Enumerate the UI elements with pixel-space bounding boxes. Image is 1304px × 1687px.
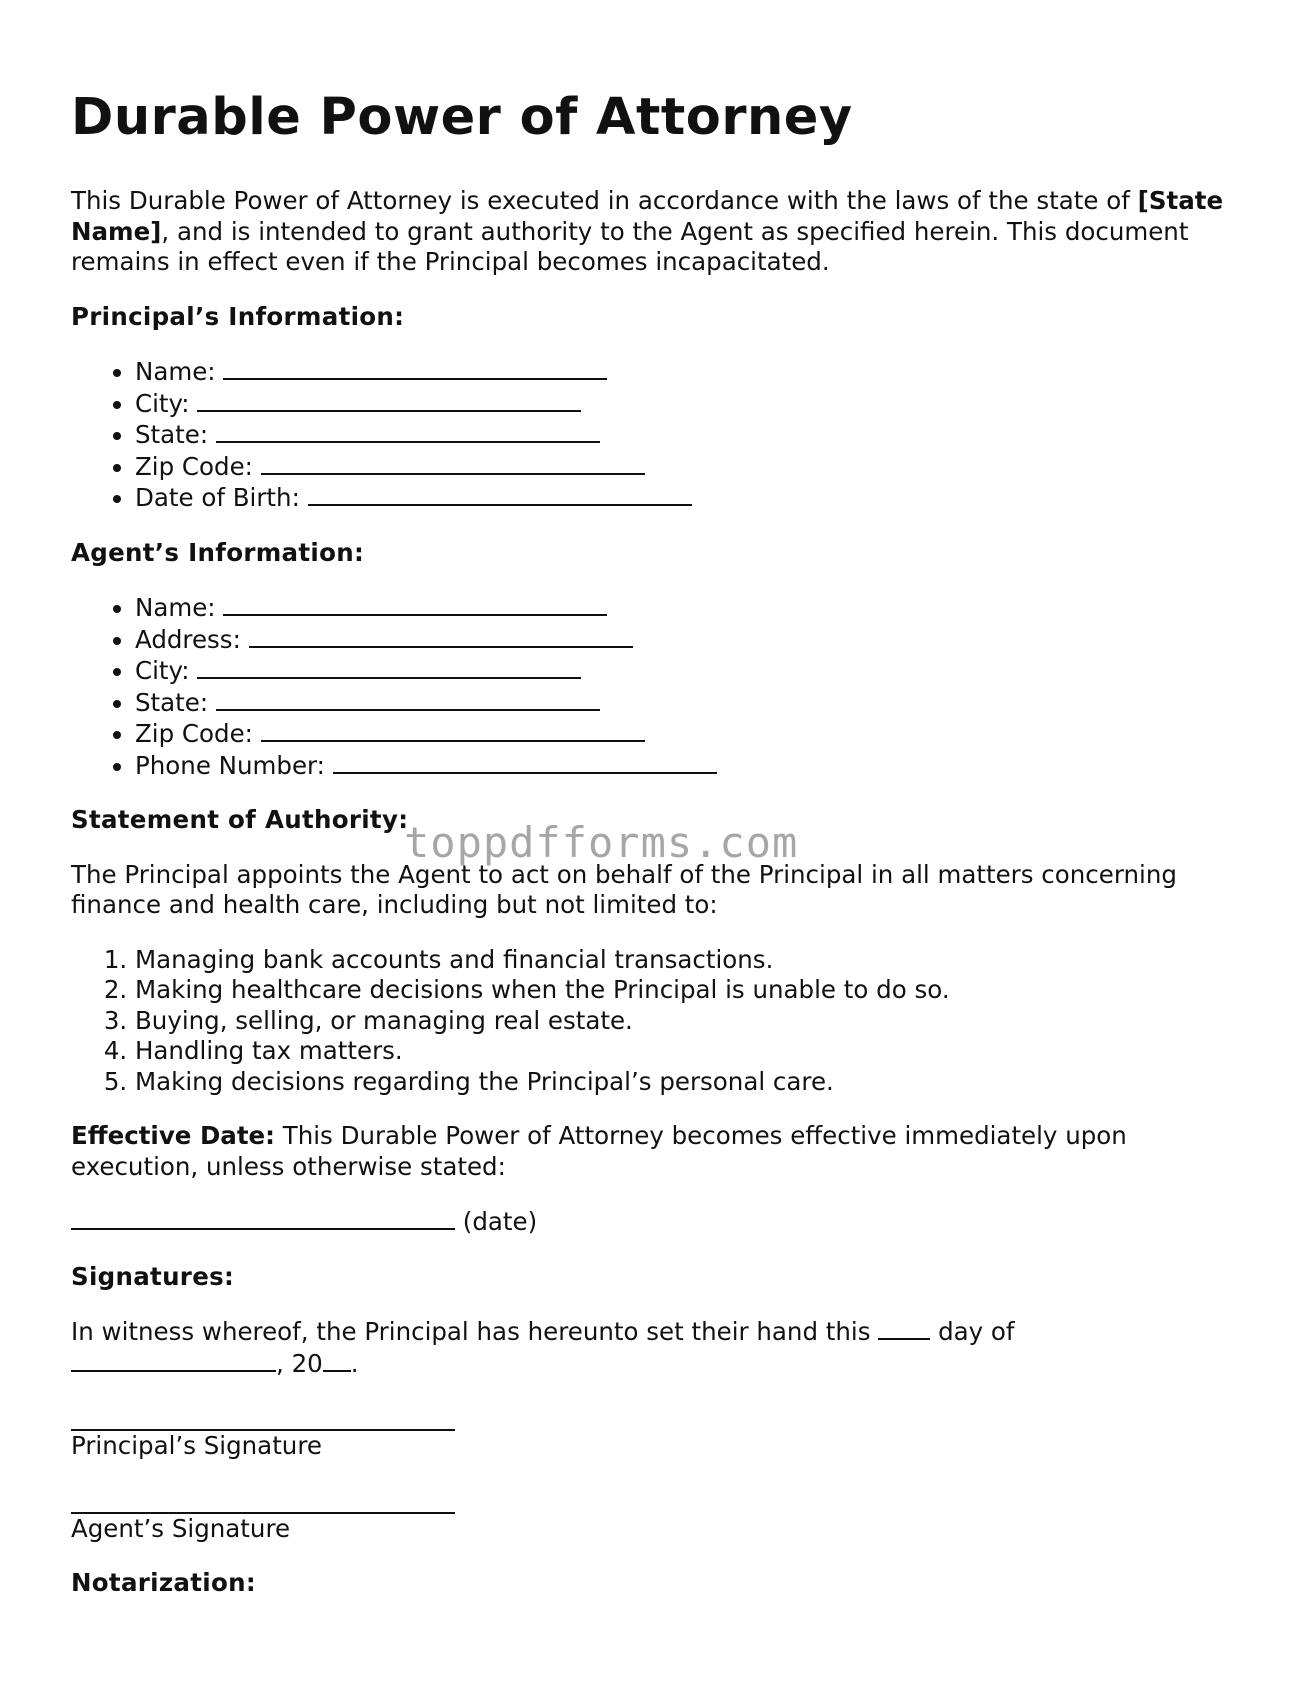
agent-city-field[interactable]	[135, 655, 1231, 687]
effective-date-label: Effective Date:	[71, 1121, 275, 1150]
agent-fields-list	[71, 592, 1231, 781]
blank-line[interactable]	[223, 356, 607, 380]
principal-name-field[interactable]	[135, 356, 1231, 388]
field-label: Address:	[135, 624, 241, 654]
principal-signature-label: Principal’s Signature	[71, 1431, 322, 1460]
witness-text: , 20	[276, 1348, 323, 1378]
blank-line[interactable]	[197, 388, 581, 412]
principal-signature-block	[71, 1403, 1231, 1462]
intro-paragraph	[71, 186, 1231, 278]
intro-text-1: This Durable Power of Attorney is executed in accordance with the laws of the state of	[71, 186, 1138, 215]
field-label: Zip Code:	[135, 451, 253, 481]
authority-item: 1. Managing bank accounts and financial transactions.	[135, 945, 1231, 976]
signatures-heading: Signatures:	[71, 1261, 235, 1291]
agent-name-field[interactable]	[135, 592, 1231, 624]
field-label: City:	[135, 656, 190, 685]
field-label: Name:	[135, 357, 216, 386]
field-label: Name:	[135, 593, 216, 622]
authority-item: 4. Handling tax matters.	[135, 1036, 1231, 1067]
witness-paragraph	[71, 1316, 1231, 1379]
authority-item: 3. Buying, selling, or managing real estate.	[135, 1006, 1231, 1037]
state-name-placeholder: [State Name]	[71, 186, 1224, 246]
principal-fields-list	[71, 356, 1231, 514]
blank-line[interactable]	[197, 655, 581, 679]
blank-line[interactable]	[333, 750, 717, 774]
authority-item: 5. Making decisions regarding the Principal’s personal care.	[135, 1067, 1231, 1098]
notarization-heading: Notarization:	[71, 1568, 256, 1597]
agent-phone-field[interactable]	[135, 750, 1231, 782]
field-label: State:	[135, 420, 209, 449]
blank-line[interactable]	[261, 451, 645, 475]
month-blank[interactable]	[71, 1348, 276, 1372]
field-label: Zip Code:	[135, 719, 253, 748]
witness-text: day of	[930, 1317, 1015, 1346]
date-suffix: (date)	[462, 1207, 538, 1236]
agent-heading: Agent’s Information:	[71, 537, 365, 567]
day-blank[interactable]	[878, 1316, 930, 1340]
blank-line[interactable]	[216, 687, 600, 711]
blank-line[interactable]	[223, 592, 607, 616]
watermark: toppdfforms.com	[404, 818, 799, 867]
agent-signature-line[interactable]	[71, 1486, 455, 1514]
date-blank-line[interactable]	[71, 1206, 455, 1230]
principal-state-field[interactable]	[135, 419, 1231, 451]
field-label: Phone Number:	[135, 750, 325, 780]
intro-text-2: , and is intended to grant authority to the Agent as specified herein. This document remains in effect even if the Principal becomes incapacitated.	[71, 216, 1189, 276]
principal-zip-field[interactable]	[135, 451, 1231, 483]
authority-heading: Statement of Authority:	[71, 805, 409, 834]
authority-item: 2. Making healthcare decisions when the Principal is unable to do so.	[135, 975, 1231, 1006]
field-label: Date of Birth:	[135, 483, 300, 512]
field-label: City:	[135, 388, 190, 418]
blank-line[interactable]	[308, 482, 692, 506]
effective-date-line	[71, 1206, 1231, 1238]
agent-address-field[interactable]	[135, 624, 1231, 656]
agent-state-field[interactable]	[135, 687, 1231, 719]
witness-text: In witness whereof, the Principal has hereunto set their hand this	[71, 1317, 879, 1346]
effective-date-paragraph	[71, 1121, 1231, 1182]
principal-city-field[interactable]	[135, 388, 1231, 420]
witness-text: .	[350, 1348, 359, 1378]
agent-signature-block	[71, 1486, 1231, 1545]
agent-zip-field[interactable]	[135, 718, 1231, 750]
blank-line[interactable]	[249, 624, 633, 648]
authority-text: The Principal appoints the Agent to act on behalf of the Principal in all matters concerning finance and health care, including but not limited to:	[71, 859, 1177, 919]
year-blank[interactable]	[323, 1348, 351, 1372]
principal-signature-line[interactable]	[71, 1403, 455, 1431]
field-label: State:	[135, 687, 209, 717]
blank-line[interactable]	[261, 718, 645, 742]
authority-list	[71, 945, 1231, 1098]
principal-heading: Principal’s Information:	[71, 301, 405, 331]
agent-signature-label: Agent’s Signature	[71, 1513, 291, 1543]
document-title: Durable Power of Attorney	[71, 88, 853, 147]
document-page	[71, 88, 1231, 1623]
principal-dob-field[interactable]	[135, 482, 1231, 514]
effective-date-text: This Durable Power of Attorney becomes effective immediately upon execution, unless otherwise stated:	[71, 1121, 1127, 1181]
blank-line[interactable]	[216, 419, 600, 443]
